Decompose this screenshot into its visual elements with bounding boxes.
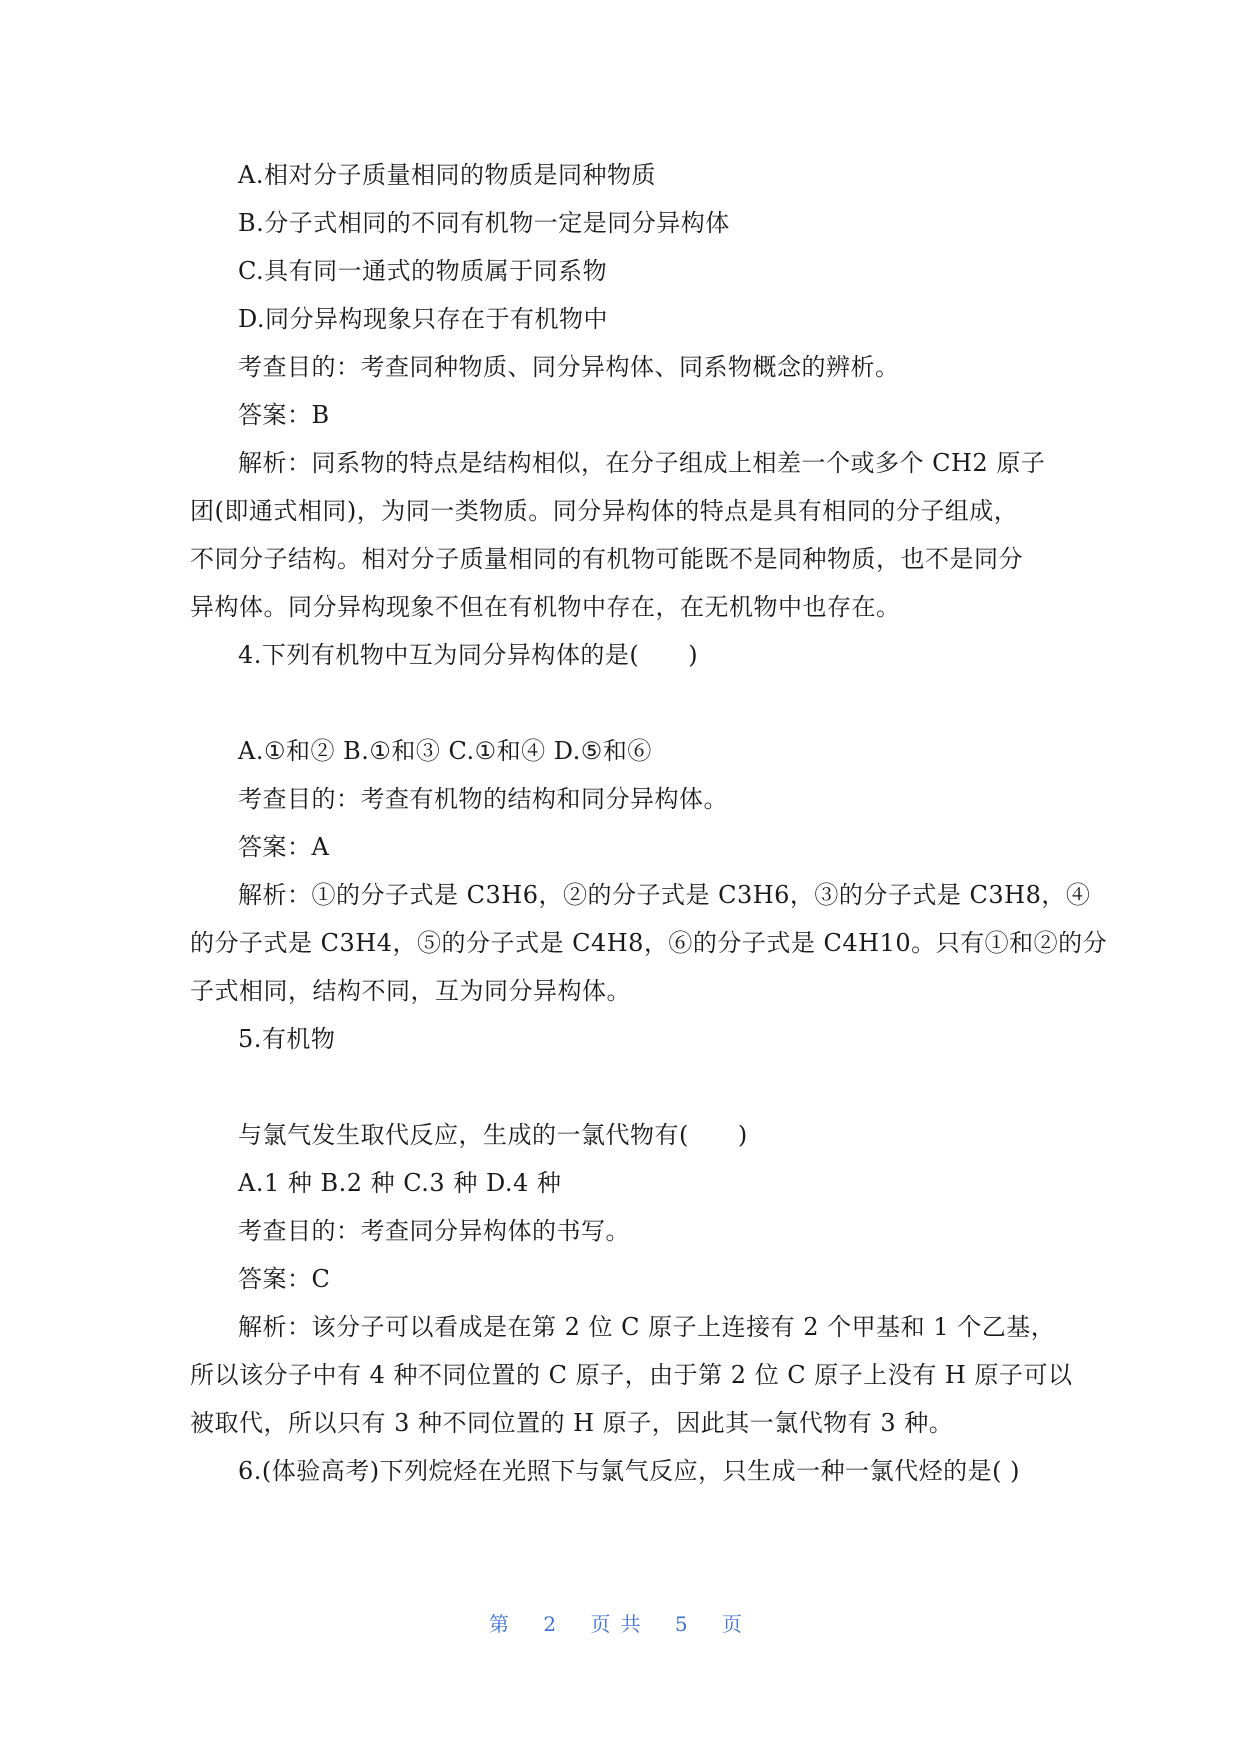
question-4: 4.下列有机物中互为同分异构体的是( ) bbox=[238, 641, 699, 669]
analysis-line: 所以该分子中有 4 种不同位置的 C 原子，由于第 2 位 C 原子上没有 H 原子可以 bbox=[190, 1361, 1073, 1389]
option-b: B.分子式相同的不同有机物一定是同分异构体 bbox=[238, 209, 730, 237]
page-footer bbox=[0, 1608, 1241, 1637]
analysis-line: 解析：该分子可以看成是在第 2 位 C 原子上连接有 2 个甲基和 1 个乙基， bbox=[238, 1313, 1056, 1341]
analysis-line: 解析：①的分子式是 C3H6，②的分子式是 C3H6，③的分子式是 C3H8，④ bbox=[238, 881, 1091, 909]
analysis-line: 团(即通式相同)，为同一类物质。同分异构体的特点是具有相同的分子组成， bbox=[190, 497, 1019, 525]
footer-page-number: 2 bbox=[543, 1612, 567, 1636]
footer-middle: 页共 bbox=[590, 1612, 651, 1636]
options-q4: A.①和② B.①和③ C.①和④ D.⑤和⑥ bbox=[238, 737, 652, 765]
analysis-line: 被取代，所以只有 3 种不同位置的 H 原子，因此其一氯代物有 3 种。 bbox=[190, 1409, 954, 1437]
exam-purpose: 考查目的：考查同分异构体的书写。 bbox=[238, 1217, 630, 1245]
analysis-line: 不同分子结构。相对分子质量相同的有机物可能既不是同种物质，也不是同分 bbox=[190, 545, 1023, 573]
option-a: A.相对分子质量相同的物质是同种物质 bbox=[238, 161, 656, 189]
question-5: 5.有机物 bbox=[238, 1025, 336, 1053]
option-d: D.同分异构现象只存在于有机物中 bbox=[238, 305, 609, 333]
answer: 答案：A bbox=[238, 833, 330, 861]
footer-total-pages: 5 bbox=[674, 1612, 698, 1636]
analysis-line: 解析：同系物的特点是结构相似，在分子组成上相差一个或多个 CH2 原子 bbox=[238, 449, 1046, 477]
analysis-line: 异构体。同分异构现象不但在有机物中存在，在无机物中也存在。 bbox=[190, 593, 901, 621]
analysis-line: 子式相同，结构不同，互为同分异构体。 bbox=[190, 977, 631, 1005]
analysis-line: 的分子式是 C3H4，⑤的分子式是 C4H8，⑥的分子式是 C4H10。只有①和②的分 bbox=[190, 929, 1108, 957]
options-q5: A.1 种 B.2 种 C.3 种 D.4 种 bbox=[238, 1169, 562, 1197]
exam-purpose: 考查目的：考查有机物的结构和同分异构体。 bbox=[238, 785, 728, 813]
question-5-cont: 与氯气发生取代反应，生成的一氯代物有( ) bbox=[238, 1121, 748, 1149]
answer: 答案：B bbox=[238, 401, 330, 429]
question-6: 6.(体验高考)下列烷烃在光照下与氯气反应，只生成一种一氯代烃的是( ) bbox=[238, 1457, 1020, 1485]
footer-suffix: 页 bbox=[721, 1612, 752, 1636]
footer-prefix: 第 bbox=[489, 1612, 520, 1636]
answer: 答案：C bbox=[238, 1265, 331, 1293]
option-c: C.具有同一通式的物质属于同系物 bbox=[238, 257, 608, 285]
exam-purpose: 考查目的：考查同种物质、同分异构体、同系物概念的辨析。 bbox=[238, 353, 900, 381]
